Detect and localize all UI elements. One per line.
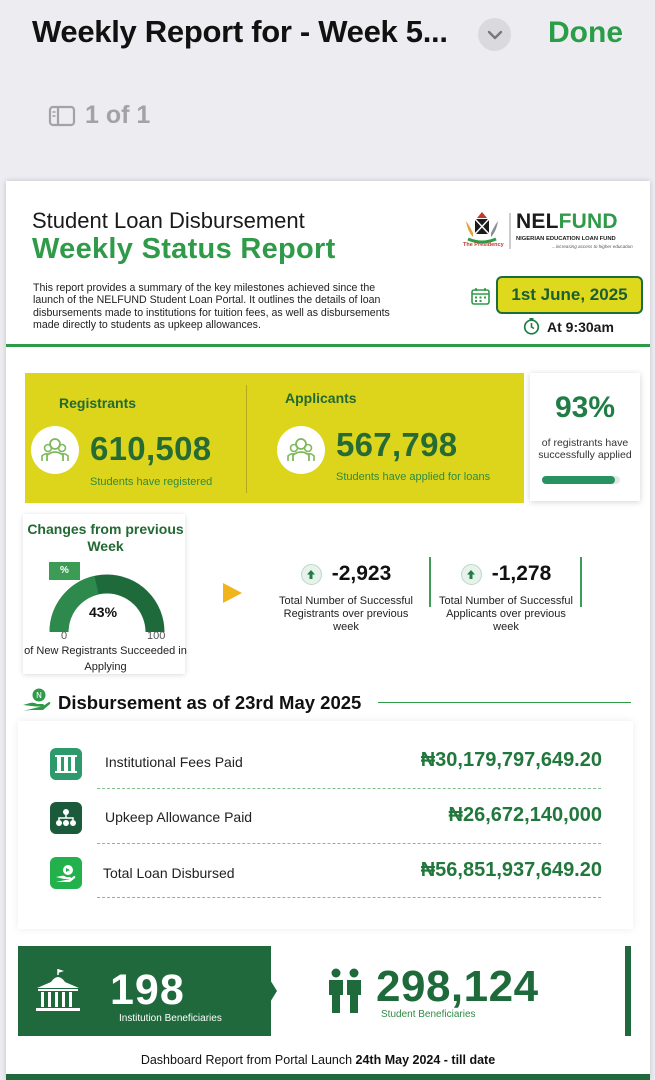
calendar-icon [471, 287, 490, 305]
page-count: 1 of 1 [85, 101, 151, 129]
students-group-icon [40, 435, 70, 465]
registrants-value: 610,508 [90, 430, 212, 467]
weekly-change-title: Changes from previous Week [27, 521, 184, 554]
sidebar-icon [48, 105, 76, 127]
report-title-line1: Student Loan Disbursement [32, 208, 305, 233]
institution-fees-icon [50, 748, 82, 780]
applied-percentage-value: 93% [554, 391, 616, 424]
arrow-up-icon [461, 564, 482, 585]
upkeep-allowance-icon [50, 802, 82, 834]
institution-fees-label: Institutional Fees Paid [105, 754, 243, 770]
report-title-line2: Weekly Status Report [32, 233, 336, 265]
logo-wordmark [516, 210, 618, 234]
institution-building-icon [34, 968, 82, 1016]
svg-text:N: N [36, 691, 42, 700]
money-hand-icon [22, 687, 52, 713]
banner-arrow [249, 946, 279, 1036]
registrants-delta-value: -2,923 [331, 562, 392, 585]
nelfund-logo [460, 209, 633, 253]
weekly-change-card [23, 514, 185, 674]
student-beneficiaries-caption: Student Beneficiaries [381, 1009, 476, 1020]
logo-divider [509, 213, 511, 249]
gauge-max: 100 [147, 630, 166, 642]
clock-icon [523, 318, 540, 335]
footer-bar [6, 1074, 650, 1080]
logo-presidency: The Presidency [463, 242, 504, 248]
viewer-header [0, 0, 655, 70]
row-separator [97, 897, 601, 898]
footer-prefix: Dashboard Report from Portal Launch [140, 1053, 356, 1067]
registrants-icon-circle [31, 426, 79, 474]
applied-progress-track [542, 476, 620, 484]
gauge-min: 0 [61, 630, 68, 642]
upkeep-allowance-label: Upkeep Allowance Paid [105, 809, 253, 825]
arrow-up-icon [301, 564, 322, 585]
applicants-label: Applicants [285, 390, 357, 406]
delta-divider [429, 557, 431, 607]
row-separator [97, 843, 601, 844]
applicants-delta [438, 562, 574, 634]
footer-date-range: 24th May 2024 - till date [355, 1053, 496, 1067]
registrants-delta-caption: Total Number of Successful Registrants over previous week [279, 595, 413, 633]
upkeep-allowance-amount: ₦26,672,140,000 [448, 804, 602, 826]
disbursement-title-rule [378, 702, 631, 703]
total-loan-icon [50, 857, 82, 889]
page-indicator[interactable] [48, 101, 150, 130]
done-button[interactable]: Done [548, 16, 623, 49]
total-loan-amount: ₦56,851,937,649.20 [420, 859, 602, 881]
applied-progress-fill [542, 476, 615, 484]
banner-right-edge [625, 946, 631, 1036]
report-date: 1st June, 2025 [496, 276, 643, 314]
students-people-icon [326, 968, 364, 1014]
institution-beneficiaries-value: 198 [110, 966, 185, 1014]
gauge-value: 43% [89, 604, 118, 620]
registrants-caption: Students have registered [90, 476, 213, 488]
logo-subtitle: NIGERIAN EDUCATION LOAN FUND [516, 236, 616, 242]
dashboard-footer-note [6, 1053, 630, 1067]
applicants-icon-circle [277, 426, 325, 474]
percent-tag: % [49, 562, 80, 580]
applied-percentage-caption: of registrants have successfully applied [538, 437, 632, 461]
report-page [6, 181, 650, 1080]
report-intro: This report provides a summary of the key milestones achieved since the launch of the NELFUND Student Loan Portal. It outlines the details of loan disbursements made to institutions for tuition fees, as well as disbursements made directly to students as upkeep allowances. [33, 282, 390, 332]
applicants-delta-value: -1,278 [491, 562, 552, 585]
gauge-caption: of New Registrants Succeeded in Applying [24, 645, 187, 673]
logo-wordmark-part2: FUND [558, 210, 618, 233]
students-group-icon [286, 435, 316, 465]
total-loan-label: Total Loan Disbursed [103, 865, 235, 881]
stats-divider [246, 385, 247, 493]
logo-wordmark-part1: NEL [516, 210, 559, 233]
institution-fees-amount: ₦30,179,797,649.20 [420, 749, 602, 771]
applicants-delta-caption: Total Number of Successful Applicants over previous week [439, 595, 573, 633]
delta-divider [580, 557, 582, 607]
header-divider [6, 344, 650, 347]
play-arrow-icon [222, 582, 243, 604]
chevron-down-icon [487, 30, 503, 40]
registrants-delta [276, 562, 416, 634]
document-title[interactable]: Weekly Report for - Week 5... [32, 14, 448, 49]
title-menu-button[interactable] [478, 18, 511, 51]
institution-beneficiaries-caption: Institution Beneficiaries [119, 1013, 222, 1024]
registrants-label: Registrants [59, 395, 137, 411]
student-beneficiaries-value: 298,124 [376, 962, 539, 1011]
applied-percentage-card [530, 373, 640, 501]
report-time: At 9:30am [547, 319, 614, 335]
applicants-caption: Students have applied for loans [336, 471, 491, 483]
disbursement-title: Disbursement as of 23rd May 2025 [58, 692, 362, 713]
logo-tagline: ...increasing access to higher education [552, 244, 633, 249]
applicants-value: 567,798 [336, 426, 458, 463]
row-separator [97, 788, 601, 789]
